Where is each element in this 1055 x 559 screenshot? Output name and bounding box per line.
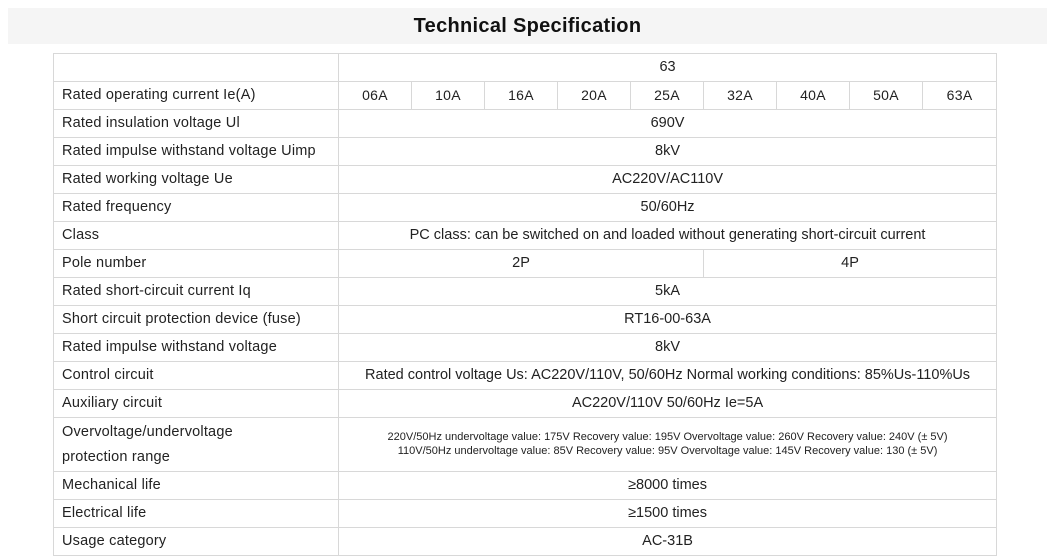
rated-working-voltage-value: AC220V/AC110V xyxy=(339,166,997,194)
ovp-value-line-1: 220V/50Hz undervoltage value: 175V Recovery value: 195V Overvoltage value: 260V Recovery value: 240V (± 5V) xyxy=(387,430,948,443)
rated-working-voltage-label: Rated working voltage Ue xyxy=(54,166,339,194)
rated-frequency-value: 50/60Hz xyxy=(339,194,997,222)
title-bar xyxy=(8,8,1047,44)
rated-impulse-withstand-voltage-label: Rated impulse withstand voltage xyxy=(54,334,339,362)
current-cell-32a: 32A xyxy=(704,82,777,110)
ovp-label-line-1: Overvoltage/undervoltage xyxy=(62,424,233,441)
table-row-overvoltage-undervoltage-protection-range xyxy=(54,418,997,472)
pole-number-label: Pole number xyxy=(54,250,339,278)
current-cell-40a: 40A xyxy=(777,82,850,110)
auxiliary-circuit-value: AC220V/110V 50/60Hz Ie=5A xyxy=(339,390,997,418)
table-row-rated-short-circuit-current xyxy=(54,278,997,306)
control-circuit-value: Rated control voltage Us: AC220V/110V, 50/60Hz Normal working conditions: 85%Us-110%Us xyxy=(339,362,997,390)
mechanical-life-value: ≥8000 times xyxy=(339,472,997,500)
current-cell-25a: 25A xyxy=(631,82,704,110)
table-row-control-circuit xyxy=(54,362,997,390)
rated-short-circuit-current-label: Rated short-circuit current Iq xyxy=(54,278,339,306)
current-cell-10a: 10A xyxy=(412,82,485,110)
table-row-auxiliary-circuit xyxy=(54,390,997,418)
class-label: Class xyxy=(54,222,339,250)
pole-number-value-2p: 2P xyxy=(339,250,704,278)
rated-insulation-voltage-value: 690V xyxy=(339,110,997,138)
table-row-short-circuit-protection-device xyxy=(54,306,997,334)
table-row-class xyxy=(54,222,997,250)
table-row-electrical-life xyxy=(54,500,997,528)
frame-size-label xyxy=(54,54,339,82)
rated-insulation-voltage-label: Rated insulation voltage Ul xyxy=(54,110,339,138)
table-row-rated-impulse-withstand-voltage xyxy=(54,334,997,362)
current-cell-16a: 16A xyxy=(485,82,558,110)
usage-category-value: AC-31B xyxy=(339,528,997,556)
table-row-rated-insulation-voltage xyxy=(54,110,997,138)
frame-size-value: 63 xyxy=(339,54,997,82)
table-row-rated-operating-current xyxy=(54,82,997,110)
rated-impulse-withstand-voltage-uimp-value: 8kV xyxy=(339,138,997,166)
table-row-rated-impulse-withstand-voltage-uimp xyxy=(54,138,997,166)
rated-impulse-withstand-voltage-value: 8kV xyxy=(339,334,997,362)
table-row-frame-size xyxy=(54,54,997,82)
technical-specification-table xyxy=(53,53,997,556)
short-circuit-protection-device-value: RT16-00-63A xyxy=(339,306,997,334)
current-cell-50a: 50A xyxy=(850,82,923,110)
class-value: PC class: can be switched on and loaded without generating short-circuit current xyxy=(339,222,997,250)
table-row-rated-working-voltage xyxy=(54,166,997,194)
ovp-value-line-2: 110V/50Hz undervoltage value: 85V Recovery value: 95V Overvoltage value: 145V Recovery value: 130 (± 5V) xyxy=(397,444,938,457)
table-row-usage-category xyxy=(54,528,997,556)
table-row-mechanical-life xyxy=(54,472,997,500)
rated-impulse-withstand-voltage-uimp-label: Rated impulse withstand voltage Uimp xyxy=(54,138,339,166)
current-cell-20a: 20A xyxy=(558,82,631,110)
table-row-rated-frequency xyxy=(54,194,997,222)
current-cell-63a: 63A xyxy=(923,82,997,110)
current-cell-06a: 06A xyxy=(339,82,412,110)
pole-number-value-4p: 4P xyxy=(704,250,997,278)
control-circuit-label: Control circuit xyxy=(54,362,339,390)
auxiliary-circuit-label: Auxiliary circuit xyxy=(54,390,339,418)
short-circuit-protection-device-label: Short circuit protection device (fuse) xyxy=(54,306,339,334)
rated-frequency-label: Rated frequency xyxy=(54,194,339,222)
table-row-pole-number xyxy=(54,250,997,278)
electrical-life-value: ≥1500 times xyxy=(339,500,997,528)
page-title: Technical Specification xyxy=(413,14,642,37)
overvoltage-undervoltage-protection-range-label xyxy=(54,418,339,472)
rated-operating-current-label: Rated operating current Ie(A) xyxy=(54,82,339,110)
usage-category-label: Usage category xyxy=(54,528,339,556)
overvoltage-undervoltage-protection-range-value xyxy=(339,418,997,472)
electrical-life-label: Electrical life xyxy=(54,500,339,528)
mechanical-life-label: Mechanical life xyxy=(54,472,339,500)
rated-short-circuit-current-value: 5kA xyxy=(339,278,997,306)
ovp-label-line-2: protection range xyxy=(62,448,170,465)
